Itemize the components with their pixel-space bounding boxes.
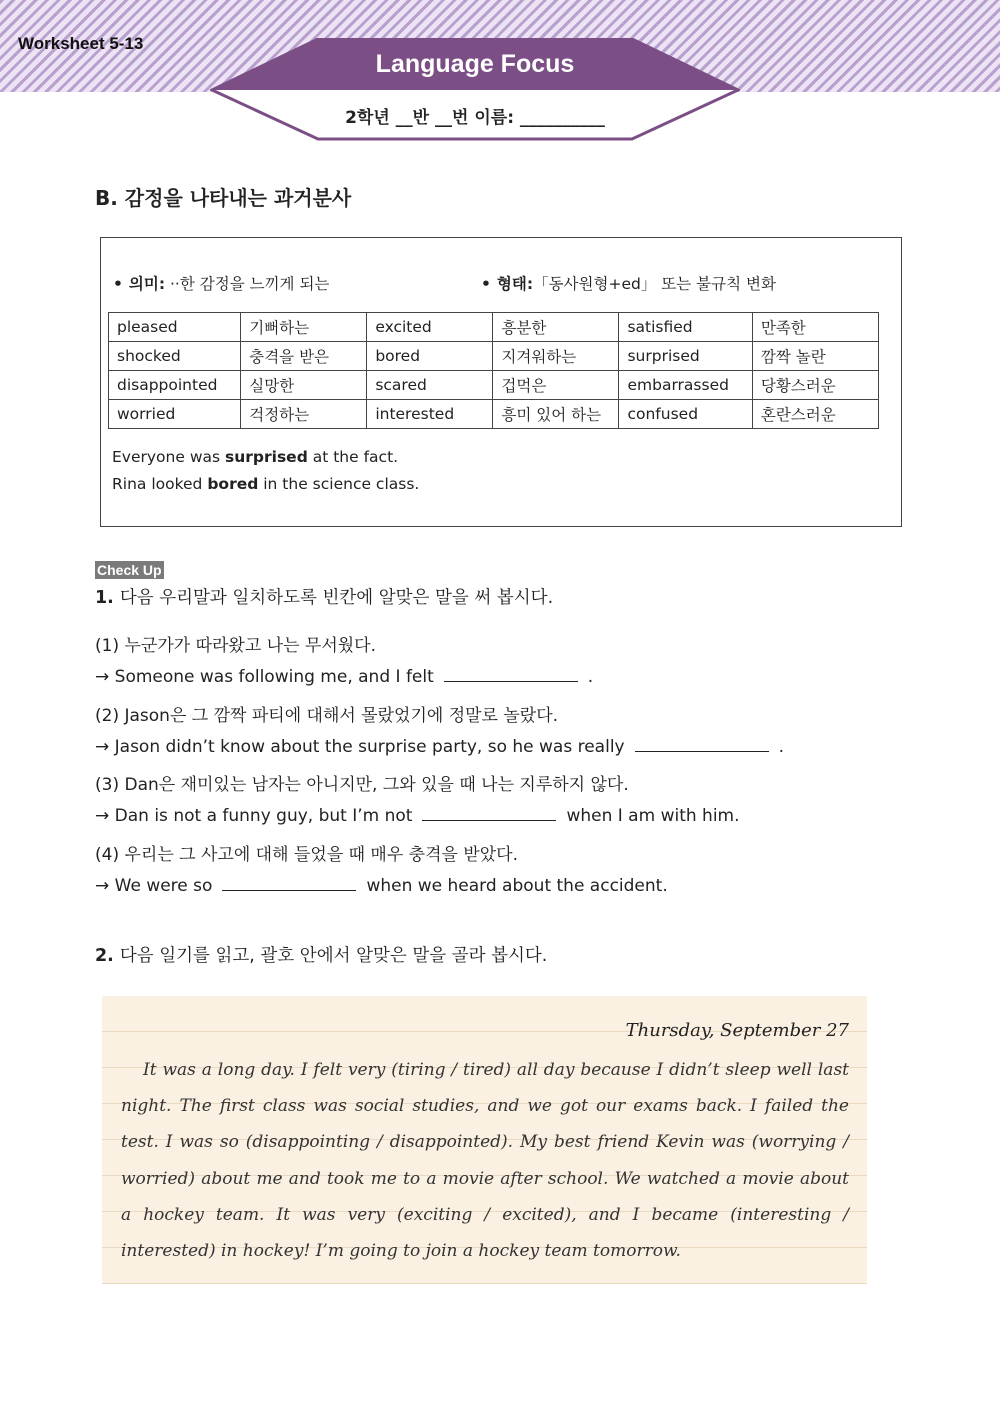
vocab-word: worried bbox=[109, 400, 241, 429]
vocab-meaning: 당황스러운 bbox=[752, 371, 878, 400]
section-b-title: B. 감정을 나타내는 과거분사 bbox=[95, 186, 352, 210]
form-line bbox=[481, 272, 776, 294]
example-sentence-2: Rina looked bored in the science class. bbox=[112, 475, 420, 493]
vocab-word: satisfied bbox=[619, 313, 752, 342]
answer-blank[interactable] bbox=[422, 806, 556, 821]
grammar-box bbox=[100, 237, 902, 527]
diary-box bbox=[102, 996, 867, 1284]
diary-body: It was a long day. I felt very (tiring / tired) all day because I didn’t sleep well last night. The first class was social studies, and we got our exams back. I failed the test. I was so (disappointing / disappointed). My best friend Kevin was (worrying / worried) about me and took me to a movie after school. We watched a movie about a hockey team. It was very (exciting / excited), and I became (interesting / interested) in hockey! I’m going to join a hockey team tomorrow. bbox=[121, 1060, 849, 1262]
check-up-label: Check Up bbox=[97, 562, 162, 578]
diary-date: Thursday, September 27 bbox=[625, 1020, 849, 1041]
vocab-word: surprised bbox=[619, 342, 752, 371]
vocab-word: confused bbox=[619, 400, 752, 429]
item-english: → Dan is not a funny guy, but I’m not when I am with him. bbox=[95, 806, 740, 826]
diary-text bbox=[121, 1052, 849, 1269]
vocab-row bbox=[109, 371, 879, 400]
meaning-label: 의미: bbox=[128, 275, 166, 293]
item-english: → Someone was following me, and I felt . bbox=[95, 667, 594, 687]
vocab-meaning: 지겨워하는 bbox=[493, 342, 619, 371]
vocab-row bbox=[109, 313, 879, 342]
student-info-line: 2학년 __반 __번 이름: __________ bbox=[345, 108, 605, 128]
answer-blank[interactable] bbox=[222, 876, 356, 891]
form-label: 형태: bbox=[496, 275, 534, 293]
vocab-meaning: 흥미 있어 하는 bbox=[493, 400, 619, 429]
vocab-meaning: 기뻐하는 bbox=[241, 313, 367, 342]
question-2-heading: 2. 다음 일기를 읽고, 괄호 안에서 알맞은 말을 골라 봅시다. bbox=[95, 946, 548, 966]
vocab-word: interested bbox=[367, 400, 493, 429]
page-title: Language Focus bbox=[375, 50, 575, 78]
answer-blank[interactable] bbox=[635, 737, 769, 752]
question-1-heading: 1. 다음 우리말과 일치하도록 빈칸에 알맞은 말을 써 봅시다. bbox=[95, 588, 554, 608]
example-sentence-1: Everyone was surprised at the fact. bbox=[112, 448, 399, 466]
form-text: 「동사원형+ed」 또는 불규칙 변화 bbox=[533, 275, 776, 293]
bullet: • bbox=[481, 275, 491, 293]
item-english: → We were so when we heard about the accident. bbox=[95, 876, 668, 896]
vocab-row bbox=[109, 342, 879, 371]
item-korean: (3) Dan은 재미있는 남자는 아니지만, 그와 있을 때 나는 지루하지 않다. bbox=[95, 775, 629, 795]
answer-blank[interactable] bbox=[444, 667, 578, 682]
vocab-word: disappointed bbox=[109, 371, 241, 400]
item-korean: (2) Jason은 그 깜짝 파티에 대해서 몰랐었기에 정말로 놀랐다. bbox=[95, 706, 559, 726]
vocab-meaning: 흥분한 bbox=[493, 313, 619, 342]
vocab-meaning: 깜짝 놀란 bbox=[752, 342, 878, 371]
meaning-line bbox=[113, 272, 329, 294]
item-english: → Jason didn’t know about the surprise party, so he was really . bbox=[95, 737, 785, 757]
worksheet-number: Worksheet 5-13 bbox=[18, 34, 144, 53]
item-korean: (1) 누군가가 따라왔고 나는 무서웠다. bbox=[95, 636, 377, 656]
vocab-word: shocked bbox=[109, 342, 241, 371]
vocab-meaning: 실망한 bbox=[241, 371, 367, 400]
vocab-row bbox=[109, 400, 879, 429]
vocab-word: scared bbox=[367, 371, 493, 400]
bullet: • bbox=[113, 275, 123, 293]
vocab-word: bored bbox=[367, 342, 493, 371]
vocab-meaning: 걱정하는 bbox=[241, 400, 367, 429]
meaning-text: ··한 감정을 느끼게 되는 bbox=[165, 275, 330, 293]
vocab-meaning: 겁먹은 bbox=[493, 371, 619, 400]
vocab-word: excited bbox=[367, 313, 493, 342]
vocab-word: embarrassed bbox=[619, 371, 752, 400]
vocab-meaning: 충격을 받은 bbox=[241, 342, 367, 371]
vocab-meaning: 만족한 bbox=[752, 313, 878, 342]
vocab-table bbox=[108, 312, 879, 429]
item-korean: (4) 우리는 그 사고에 대해 들었을 때 매우 충격을 받았다. bbox=[95, 845, 518, 865]
vocab-meaning: 혼란스러운 bbox=[752, 400, 878, 429]
vocab-word: pleased bbox=[109, 313, 241, 342]
